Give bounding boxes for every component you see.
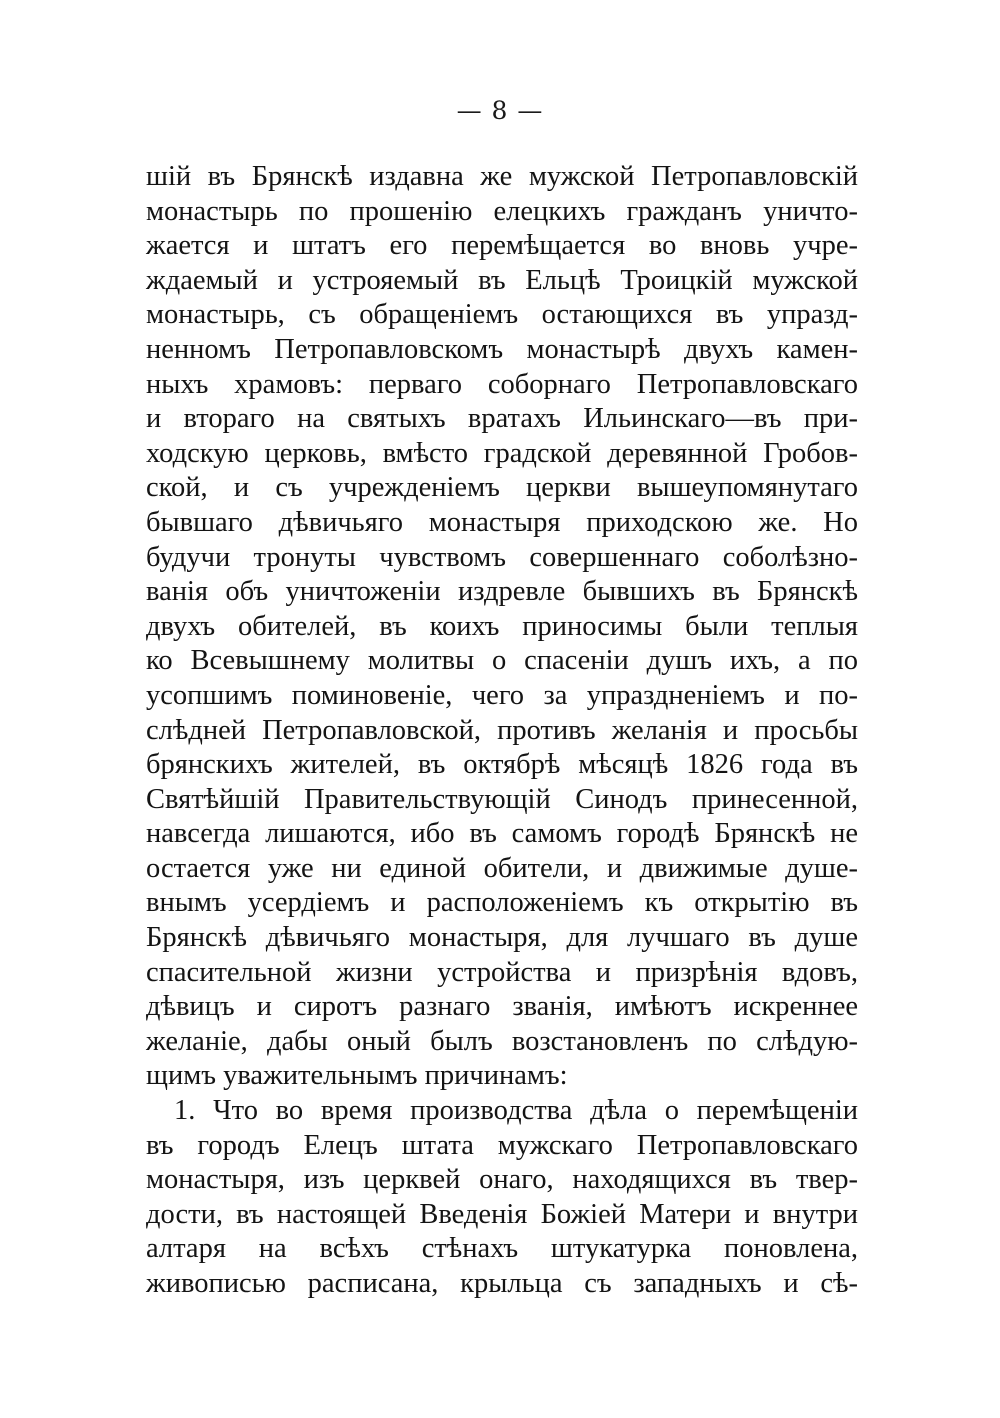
text-line: и втораго на святыхъ вратахъ Ильинскаго—въ при- <box>146 403 858 435</box>
text-line: щимъ уважительнымъ причинамъ: <box>146 1060 568 1092</box>
text-line: остается уже ни единой обители, и движимые душе- <box>146 852 858 884</box>
body-text <box>146 160 858 1302</box>
text-line: брянскихъ жителей, въ октябрѣ мѣсяцѣ 1826 года въ <box>146 749 858 781</box>
text-line: ко Всевышнему молитвы о спасеніи душъ ихъ, а по <box>146 645 858 677</box>
text-line: Святѣйшій Правительствующій Синодъ принесенной, <box>146 783 858 815</box>
text-line: внымъ усердіемъ и расположеніемъ къ открытію въ <box>146 887 858 919</box>
text-line: ской, и съ учрежденіемъ церкви вышеупомянутаго <box>146 472 858 504</box>
text-line: алтаря на всѣхъ стѣнахъ штукатурка поновлена, <box>146 1233 858 1265</box>
text-line: ненномъ Петропавловскомъ монастырѣ двухъ камен- <box>146 333 858 365</box>
text-line: 1. Что во время производства дѣла о перемѣщеніи <box>174 1095 858 1127</box>
text-line: дости, въ настоящей Введенія Божіей Матери и внутри <box>146 1198 858 1230</box>
text-line: шій въ Брянскѣ издавна же мужской Петропавловскій <box>146 161 858 192</box>
text-line: ждаемый и устрояемый въ Ельцѣ Троицкій мужской <box>146 264 858 296</box>
text-line: монастыря, изъ церквей онаго, находящихся въ твер- <box>146 1164 858 1196</box>
text-line: будучи тронуты чувствомъ совершеннаго соболѣзно- <box>146 541 858 573</box>
page-number: — 8 — <box>456 96 544 125</box>
text-line: жается и штатъ его перемѣщается во вновь учре- <box>146 230 858 262</box>
text-line: Брянскѣ дѣвичьяго монастыря, для лучшаго въ душе <box>146 922 858 954</box>
text-line: желаніе, дабы оный былъ возстановленъ по слѣдую- <box>146 1025 858 1057</box>
text-line: монастырь, съ обращеніемъ остающихся въ упразд- <box>146 299 858 331</box>
text-line: ныхъ храмовъ: перваго соборнаго Петропавловскаго <box>146 368 858 400</box>
text-line: усопшимъ поминовеніе, чего за упраздненіемъ и по- <box>146 679 858 711</box>
text-line: живописью расписана, крыльца съ западныхъ и сѣ- <box>146 1268 858 1299</box>
text-line: слѣдней Петропавловской, противъ желанія и просьбы <box>146 714 858 746</box>
text-line: монастырь по прошенію елецкихъ гражданъ уничто- <box>146 195 858 227</box>
text-line: навсегда лишаются, ибо въ самомъ городѣ Брянскѣ не <box>146 818 858 850</box>
text-line: въ городъ Елецъ штата мужскаго Петропавловскаго <box>146 1129 858 1161</box>
text-line: ходскую церковь, вмѣсто градской деревянной Гробов- <box>146 437 858 469</box>
text-line: спасительной жизни устройства и призрѣнія вдовъ, <box>146 956 858 988</box>
text-line: бывшаго дѣвичьяго монастыря приходскою же. Но <box>146 506 858 538</box>
text-line: двухъ обителей, въ коихъ приносимы были теплыя <box>146 610 858 642</box>
text-line: дѣвицъ и сиротъ разнаго званія, имѣютъ искреннее <box>146 991 858 1023</box>
text-line: ванія объ уничтоженіи издревле бывшихъ въ Брянскѣ <box>146 576 858 608</box>
